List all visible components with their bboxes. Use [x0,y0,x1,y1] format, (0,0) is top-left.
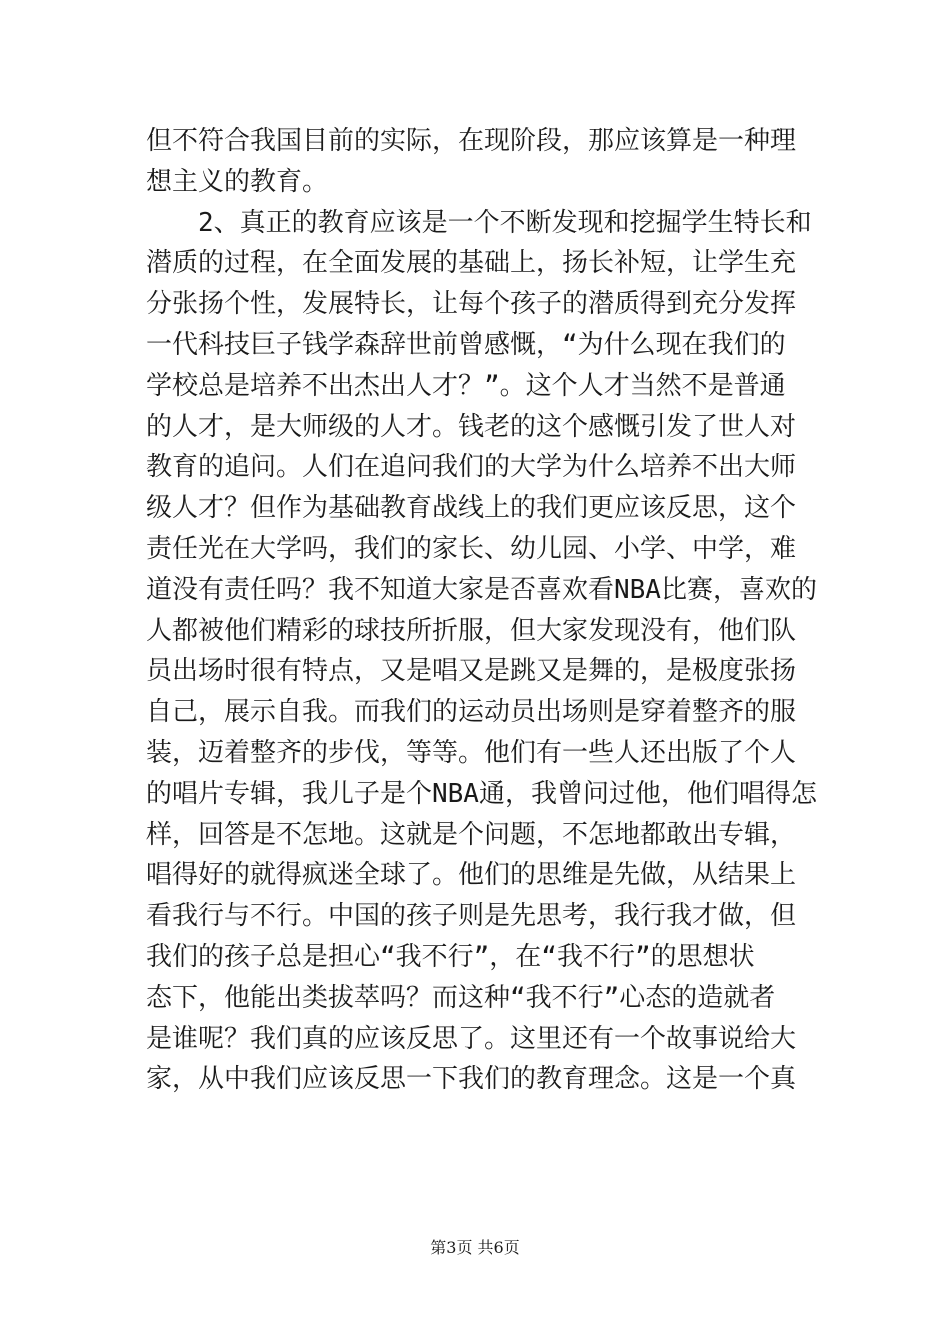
text-line: 责任光在大学吗，我们的家长、幼儿园、小学、中学，难 [146,533,797,564]
text-line: 员出场时很有特点，又是唱又是跳又是舞的，是极度张扬 [146,656,797,687]
text-line: 分张扬个性，发展特长，让每个孩子的潜质得到充分发挥 [146,289,797,320]
text-line: 我们的孩子总是担心“我不行”，在“我不行”的思想状 [146,941,755,972]
text-line: 2、真正的教育应该是一个不断发现和挖掘学生特长和 [146,207,812,238]
text-line: 自己，展示自我。而我们的运动员出场则是穿着整齐的服 [146,697,797,728]
page-number-footer: 第3页 共6页 [430,1238,520,1257]
text-line: 级人才？但作为基础教育战线上的我们更应该反思，这个 [146,493,797,524]
text-line: 潜质的过程，在全面发展的基础上，扬长补短，让学生充 [146,248,797,279]
text-line: 唱得好的就得疯迷全球了。他们的思维是先做，从结果上 [146,860,797,891]
body-text [146,121,817,1100]
text-line: 的唱片专辑，我儿子是个NBA通，我曾问过他，他们唱得怎 [146,778,817,809]
text-line: 样，回答是不怎地。这就是个问题，不怎地都敢出专辑， [146,819,797,850]
text-line: 但不符合我国目前的实际，在现阶段，那应该算是一种理 [146,126,797,156]
text-line: 态下，他能出类拔萃吗？而这种“我不行”心态的造就者 [146,982,776,1013]
text-line: 人都被他们精彩的球技所折服，但大家发现没有，他们队 [146,615,797,646]
text-line: 看我行与不行。中国的孩子则是先思考，我行我才做，但 [146,901,797,932]
text-line: 装，迈着整齐的步伐，等等。他们有一些人还出版了个人 [146,737,797,768]
text-line: 道没有责任吗？我不知道大家是否喜欢看NBA比赛，喜欢的 [146,574,817,605]
text-line: 是谁呢？我们真的应该反思了。这里还有一个故事说给大 [146,1023,797,1054]
text-line: 一代科技巨子钱学森辞世前曾感慨，“为什么现在我们的 [146,329,786,360]
text-line: 想主义的教育。 [146,166,329,197]
text-line: 学校总是培养不出杰出人才？”。这个人才当然不是普通 [146,370,786,401]
text-line: 家，从中我们应该反思一下我们的教育理念。这是一个真 [146,1064,797,1095]
text-line: 的人才，是大师级的人才。钱老的这个感慨引发了世人对 [146,411,797,442]
text-line: 教育的追问。人们在追问我们的大学为什么培养不出大师 [146,452,797,483]
